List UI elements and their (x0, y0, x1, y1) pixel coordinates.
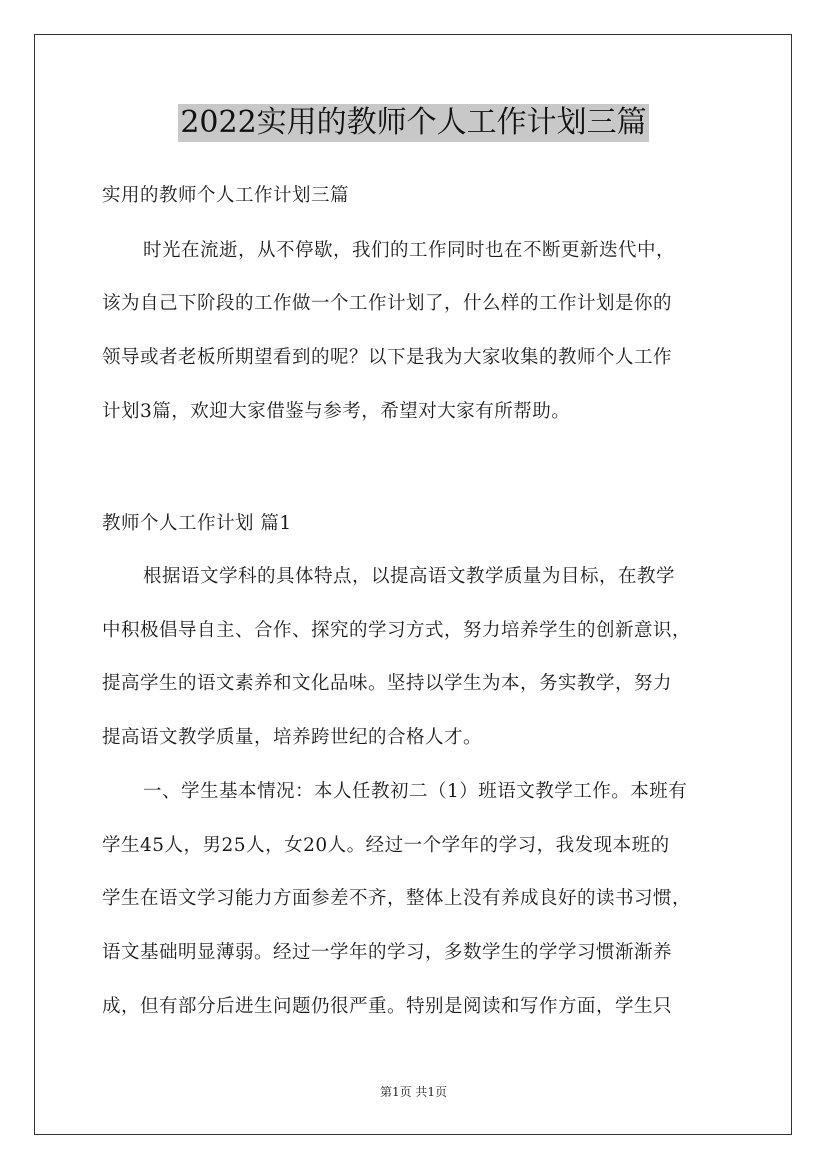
paragraph-line: 语文基础明显薄弱。经过一学年的学习，多数学生的学学习惯渐渐养 (102, 942, 673, 963)
paragraph-line: 时光在流逝，从不停歇，我们的工作同时也在不断更新迭代中， (143, 240, 676, 261)
paragraph-line: 领导或者老板所期望看到的呢？以下是我为大家收集的教师个人工作 (102, 347, 673, 368)
paragraph-line: 根据语文学科的具体特点，以提高语文教学质量为目标，在教学 (143, 566, 676, 587)
paragraph-line: 该为自己下阶段的工作做一个工作计划了，什么样的工作计划是你的 (102, 293, 673, 314)
page-footer: 第1页 共1页 (379, 1085, 448, 1099)
section-heading-text: 教师个人工作计划 篇1 (102, 513, 292, 534)
subtitle-text: 实用的教师个人工作计划三篇 (102, 185, 350, 206)
title-container (0, 104, 827, 142)
paragraph-line: 一、学生基本情况：本人任教初二（1）班语文教学工作。本班有 (143, 781, 688, 802)
paragraph-line: 成，但有部分后进生问题仍很严重。特别是阅读和写作方面，学生只 (102, 996, 673, 1017)
paragraph-line: 提高语文教学质量，培养跨世纪的合格人才。 (102, 727, 483, 748)
paragraph-line: 中积极倡导自主、合作、探究的学习方式，努力培养学生的创新意识， (102, 620, 692, 641)
paragraph-line: 学生45人，男25人，女20人。经过一个学年的学习，我发现本班的 (102, 835, 670, 856)
paragraph-line: 计划3篇，欢迎大家借鉴与参考，希望对大家有所帮助。 (102, 401, 571, 422)
paragraph-line: 学生在语文学习能力方面参差不齐，整体上没有养成良好的读书习惯， (102, 888, 692, 909)
paragraph-line: 提高学生的语文素养和文化品味。坚持以学生为本，务实教学，努力 (102, 673, 673, 694)
document-title: 2022实用的教师个人工作计划三篇 (180, 105, 647, 140)
